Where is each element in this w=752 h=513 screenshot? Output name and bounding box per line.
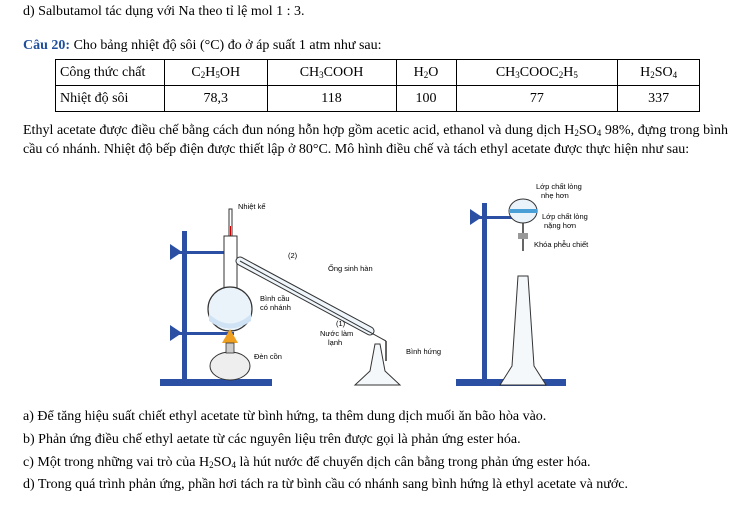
table-row <box>56 60 700 86</box>
stand-base <box>160 379 272 386</box>
statement-b: b) Phản ứng điều chế ethyl aetate từ các nguyên liệu trên được gọi là phản ứng ester hóa. <box>23 432 521 447</box>
stand-rod <box>482 203 487 381</box>
receiver-flask-icon <box>355 344 400 385</box>
boiling-point-table <box>55 59 700 112</box>
clamp-screw-icon <box>470 209 482 225</box>
label-1: (1) <box>336 319 346 328</box>
flame-icon <box>222 329 238 343</box>
clamp-screw-icon <box>170 325 182 341</box>
formula-water: $H_2O$ <box>396 60 456 86</box>
label-flask: Bình cầu <box>260 294 290 303</box>
label-heavy-layer: Lớp chất lỏng <box>542 212 588 221</box>
description-paragraph: Ethyl acetate được điều chế bằng cách đun nóng hỗn hợp gồm acetic acid, ethanol và dung dịch $H_2SO_4$ 98%, đựng trong bình cầu có nhánh. Nhiệt độ bếp điện được thiết lập ở 80°C. Mô hình điều chế và tách ethyl acetate được thực hiện như sau: <box>23 123 728 157</box>
formula-acetic-acid: $CH_3COOH$ <box>267 60 396 86</box>
bp-cell: 78,3 <box>165 86 268 112</box>
conical-flask-icon <box>500 276 546 385</box>
table-header-formula: Công thức chất <box>56 60 165 86</box>
label-water-2: lạnh <box>328 338 343 347</box>
alcohol-lamp-icon <box>210 352 250 380</box>
paragraph-part-2: 98%, đựng trong bình cầu có nhánh. Nhiệt độ bếp điện được thiết lập ở 80°C. Mô hình điều chế và tách ethyl acetate được thực hiện như sau: <box>23 123 728 157</box>
table-header-bp: Nhiệt độ sôi <box>56 86 165 112</box>
question-line <box>23 37 382 55</box>
bp-cell: 118 <box>267 86 396 112</box>
label-water: Nước làm <box>320 329 354 338</box>
bp-cell: 100 <box>396 86 456 112</box>
statement-d: d) Trong quá trình phản ứng, phần hơi tách ra từ bình cầu có nhánh sang bình hứng là ethyl acetate và nước. <box>23 477 629 492</box>
label-receiver: Bình hứng <box>406 347 442 356</box>
label-thermometer: Nhiệt kế <box>238 202 266 211</box>
question-text: Cho bảng nhiệt độ sôi (°C) đo ở áp suất 1 atm như sau: <box>70 38 382 53</box>
label-lamp: Đèn cồn <box>254 352 282 361</box>
formula-ethanol: $C_2H_5OH$ <box>165 60 268 86</box>
label-flask-2: có nhánh <box>260 303 291 312</box>
clamp-arm <box>174 332 234 335</box>
table-row <box>56 86 700 112</box>
question-label: Câu 20: <box>23 38 71 53</box>
label-heavy-layer-2: nặng hơn <box>544 221 577 230</box>
valve-icon <box>518 233 528 239</box>
distillation-figure <box>160 181 610 391</box>
statement-c-part-2: là hút nước để chuyển dịch cân bằng trong phản ứng ester hóa. <box>235 455 591 470</box>
paragraph-part-1: Ethyl acetate được điều chế bằng cách đun nóng hỗn hợp gồm acetic acid, ethanol và dung dịch <box>23 123 565 138</box>
bp-cell: 77 <box>456 86 618 112</box>
label-valve: Khóa phễu chiết <box>534 240 589 249</box>
clamp-screw-icon <box>170 244 182 260</box>
statement-a: a) Để tăng hiệu suất chiết ethyl acetate từ bình hứng, ta thêm dung dịch muối ăn bão hòa vào. <box>23 409 547 424</box>
statement-c-part-1: c) Một trong những vai trò của <box>23 455 199 470</box>
formula-ethyl-acetate: $CH_3COOC_2H_5$ <box>456 60 618 86</box>
label-light-layer-2: nhẹ hơn <box>541 191 569 200</box>
intro-line: d) Salbutamol tác dụng với Na theo tỉ lệ mol 1 : 3. <box>23 4 305 19</box>
label-condenser: Ống sinh hàn <box>328 264 373 273</box>
formula-sulfuric-acid: $H_2SO_4$ <box>618 60 700 86</box>
bp-cell: 337 <box>618 86 700 112</box>
label-light-layer: Lớp chất lỏng <box>536 182 582 191</box>
label-2: (2) <box>288 251 298 260</box>
statement-c: c) Một trong những vai trò của $H_2SO_4$ là hút nước để chuyển dịch cân bằng trong phản ứng ester hóa. <box>23 455 591 470</box>
